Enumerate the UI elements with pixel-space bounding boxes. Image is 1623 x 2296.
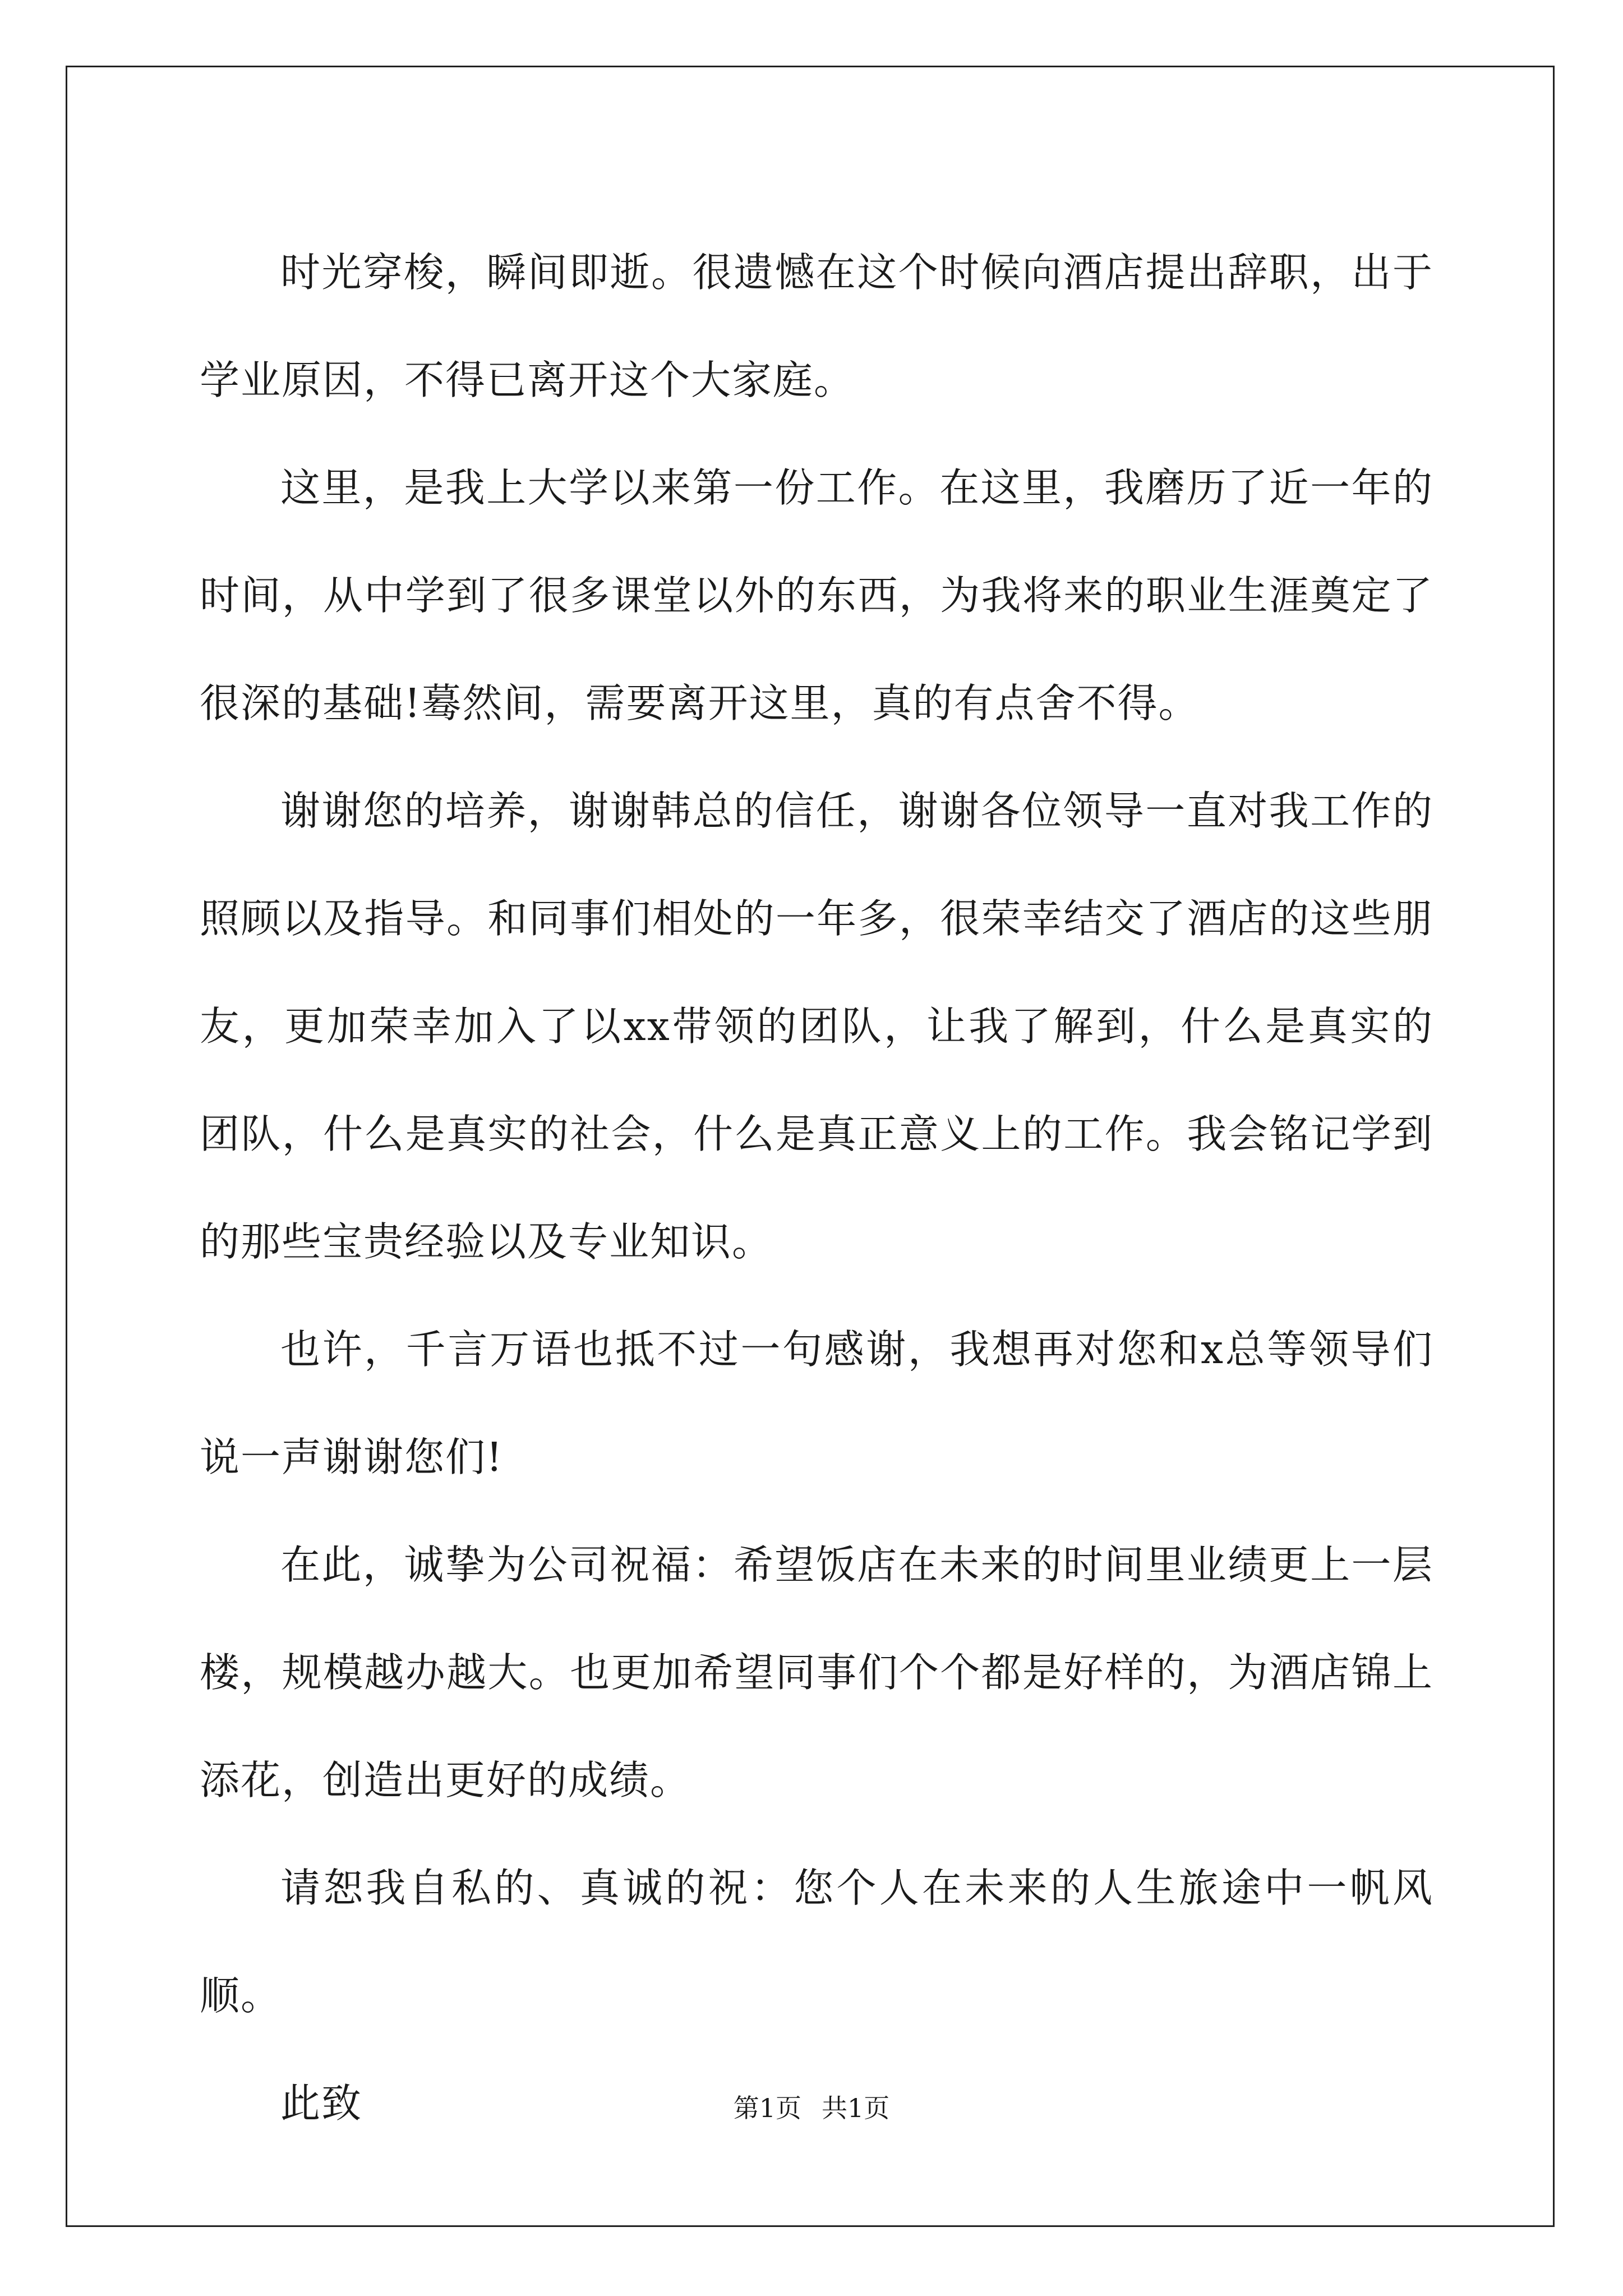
paragraph-thanks: 谢谢您的培养，谢谢韩总的信任，谢谢各位领导一直对我工作的照顾以及指导。和同事们相处的一年多，很荣幸结交了酒店的这些朋友，更加荣幸加入了以xx带领的团队，让我了解到，什么是真实的团队，什么是真实的社会，什么是真正意义上的工作。我会铭记学到的那些宝贵经验以及专业知识。 xyxy=(200,788,1433,1265)
paragraph-closing: 此致 xyxy=(280,2080,363,2127)
paragraph-intro: 时光穿梭，瞬间即逝。很遗憾在这个时候向酒店提出辞职，出于学业原因，不得已离开这个大家庭。 xyxy=(200,249,1433,403)
page-total: 共1页 xyxy=(822,2093,890,2123)
page-number: 第1页 xyxy=(733,2093,801,2123)
paragraph-first-job: 这里，是我上大学以来第一份工作。在这里，我磨历了近一年的时间，从中学到了很多课堂以外的东西，为我将来的职业生涯奠定了很深的基础!蓦然间，需要离开这里，真的有点舍不得。 xyxy=(200,464,1433,726)
letter-body xyxy=(200,219,1433,2157)
paragraph-blessing: 在此，诚挚为公司祝福：希望饭店在未来的时间里业绩更上一层楼，规模越办越大。也更加希望同事们个个都是好样的，为酒店锦上添花，创造出更好的成绩。 xyxy=(200,1542,1433,1803)
paragraph-gratitude: 也许，千言万语也抵不过一句感谢，我想再对您和x总等领导们说一声谢谢您们! xyxy=(200,1326,1433,1480)
paragraph-personal-wish: 请恕我自私的、真诚的祝：您个人在未来的人生旅途中一帆风顺。 xyxy=(200,1865,1433,2019)
page-footer xyxy=(0,2091,1623,2125)
